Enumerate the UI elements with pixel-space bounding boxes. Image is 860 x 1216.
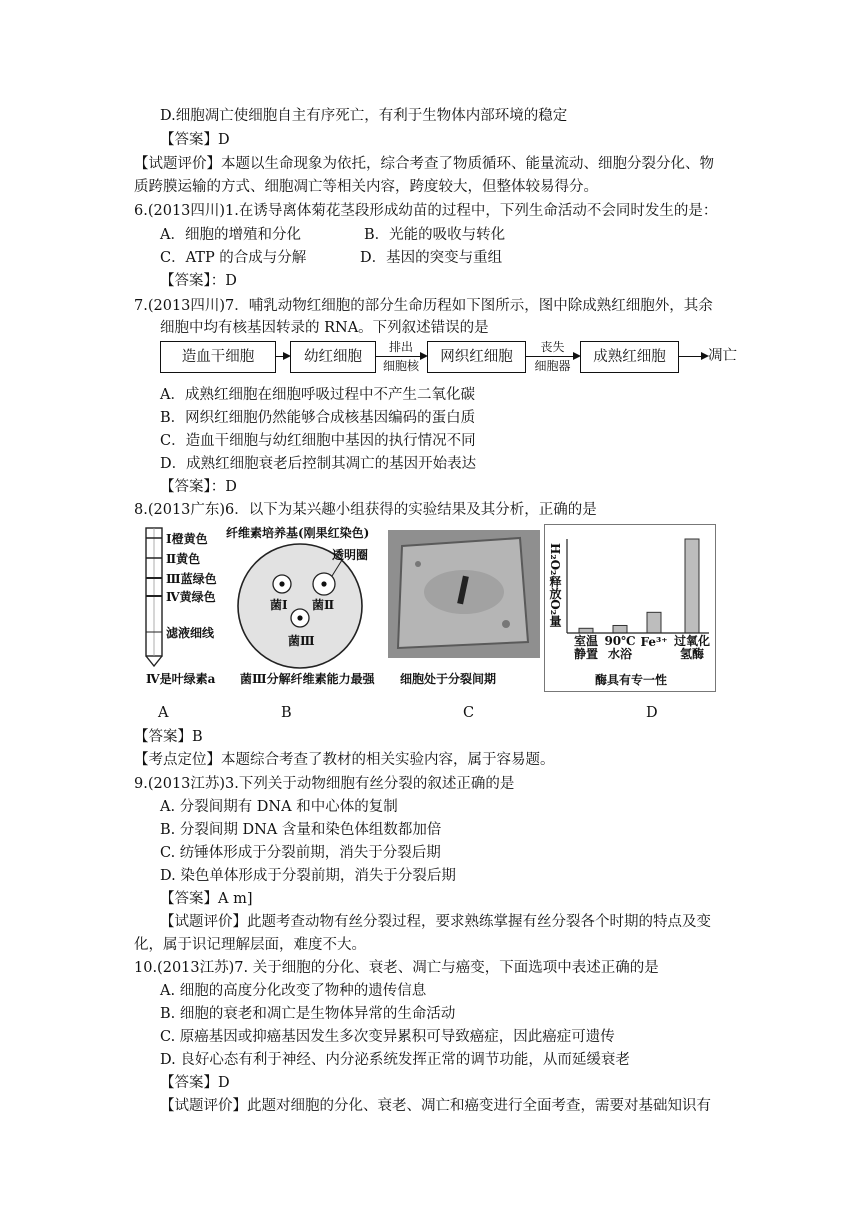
flow-arrow [679, 356, 707, 357]
bar-3 [685, 539, 699, 633]
arrow-label-top: 排出 [388, 340, 413, 354]
option-a: A．成熟红细胞在细胞呼吸过程中不产生二氧化碳 [160, 387, 475, 403]
option-b: B. 细胞的衰老和凋亡是生物体异常的生命活动 [160, 1006, 456, 1022]
dish-title: 纤维素培养基(刚果红染色) [226, 526, 370, 540]
figure-d-caption: 酶具有专一性 [595, 673, 668, 687]
band-label: Ⅲ蓝绿色 [166, 572, 217, 586]
question-7-cont: 细胞中均有核基因转录的 RNA。下列叙述错误的是 [160, 320, 489, 336]
line-label: 滤液细线 [166, 626, 215, 640]
option-a: A. 细胞的高度分化改变了物种的遗传信息 [160, 983, 427, 999]
answer-line: 【答案】：D [160, 479, 237, 495]
cell-micrograph-icon [388, 524, 540, 692]
option-d: D．成熟红细胞衰老后控制其凋亡的基因开始表达 [160, 456, 477, 472]
option-d: D. 染色单体形成于分裂前期，消失于分裂后期 [160, 868, 456, 884]
option-b: B．光能的吸收与转化 [364, 227, 506, 243]
enzyme-bar-chart [545, 525, 716, 692]
figure-c-micrograph [388, 524, 540, 692]
figure-letter: D [646, 705, 658, 721]
comment-line: 质跨膜运输的方式、细胞凋亡等相关内容，跨度较大，但整体较易得分。 [134, 179, 598, 195]
arrow-label-bottom: 细胞核 [382, 359, 419, 373]
answer-line: 【答案】B [134, 729, 203, 745]
option-c: C. 纺锤体形成于分裂前期，消失于分裂后期 [160, 845, 441, 861]
figure-letter: A [158, 705, 169, 721]
colony-label: 菌Ⅲ [288, 634, 315, 648]
band-label: Ⅱ黄色 [166, 552, 201, 566]
answer-line: 【答案】A m] [160, 891, 253, 907]
option-a: A．细胞的增殖和分化 [160, 227, 301, 243]
flow-arrow [526, 356, 579, 357]
comment-line: 化，属于识记理解层面，难度不大。 [134, 937, 366, 953]
question-7: 7.(2013四川)7．哺乳动物红细胞的部分生命历程如下图所示，图中除成熟红细胞外，其余 [134, 298, 713, 314]
arrow-label-top: 丧失 [540, 340, 565, 354]
colony-label: 菌Ⅱ [312, 598, 335, 612]
bar-2 [647, 612, 661, 633]
option-d: D．基因的突变与重组 [360, 250, 503, 266]
option-b: B. 分裂间期 DNA 含量和染色体组数都加倍 [160, 822, 442, 838]
option-d: D. 良好心态有利于神经、内分泌系统发挥正常的调节功能，从而延缓衰老 [160, 1052, 630, 1068]
figure-b-petri-dish [226, 524, 376, 692]
tick-label: 90℃水浴 [604, 634, 636, 661]
colony-label: 菌Ⅰ [270, 598, 288, 612]
option-c: C．造血干细胞与幼红细胞中基因的执行情况不同 [160, 433, 476, 449]
band-label: Ⅰ橙黄色 [166, 532, 208, 546]
answer-line: 【答案】：D [160, 273, 237, 289]
flow-end-label: 凋亡 [708, 348, 737, 364]
comment-line: 【试题评价】本题以生命现象为依托，综合考查了物质循环、能量流动、细胞分裂分化、物 [134, 156, 714, 172]
flow-arrow [276, 356, 289, 357]
flow-box-mature-rbc: 成熟红细胞 [580, 341, 679, 373]
figure-d-bar-chart [544, 524, 716, 692]
figure-letter: C [463, 705, 475, 721]
arrow-label-bottom: 细胞器 [534, 359, 571, 373]
text-line: D.细胞凋亡使细胞自主有序死亡，有利于生物体内部环境的稳定 [160, 108, 568, 124]
flow-box-erythroblast: 幼红细胞 [290, 341, 376, 373]
flow-box-hsc: 造血干细胞 [160, 341, 276, 373]
comment-line: 【考点定位】本题综合考查了教材的相关实验内容，属于容易题。 [134, 752, 555, 768]
bar-0 [579, 628, 593, 633]
option-a: A. 分裂间期有 DNA 和中心体的复制 [160, 799, 398, 815]
flow-arrow [376, 356, 426, 357]
bar-1 [613, 625, 627, 633]
bars-layer [579, 539, 699, 633]
comment-line: 【试题评价】此题考查动物有丝分裂过程，要求熟练掌握有丝分裂各个时期的特点及变 [160, 914, 711, 930]
band-label: Ⅳ黄绿色 [166, 590, 216, 604]
question-10: 10.(2013江苏)7. 关于细胞的分化、衰老、凋亡与癌变，下面选项中表述正确的是 [134, 960, 659, 976]
tick-label: Fe³⁺ [640, 635, 668, 649]
figure-c-caption: 细胞处于分裂间期 [400, 672, 497, 686]
tick-label: 室温静置 [573, 634, 598, 661]
question-6: 6.(2013四川)1.在诱导离体菊花茎段形成幼苗的过程中，下列生命活动不会同时发生的是： [134, 203, 718, 219]
question-8: 8.(2013广东)6．以下为某兴趣小组获得的实验结果及其分析，正确的是 [134, 502, 597, 518]
question-9: 9.(2013江苏)3.下列关于动物细胞有丝分裂的叙述正确的是 [134, 776, 515, 792]
figure-letter: B [281, 705, 292, 721]
chart-ylabel: H₂O₂释放O₂量 [548, 543, 562, 628]
option-c: C. 原癌基因或抑癌基因发生多次变异累积可导致癌症，因此癌症可遗传 [160, 1029, 615, 1045]
figure-a-caption: Ⅳ是叶绿素a [146, 672, 216, 686]
ring-label: 透明圈 [332, 548, 369, 562]
comment-line: 【试题评价】此题对细胞的分化、衰老、凋亡和癌变进行全面考查，需要对基础知识有 [160, 1098, 711, 1114]
flow-box-reticulocyte: 网织红细胞 [427, 341, 526, 373]
figure-b-caption: 菌Ⅲ分解纤维素能力最强 [240, 672, 375, 686]
tick-label: 过氧化氢酶 [673, 634, 710, 661]
answer-line: 【答案】D [160, 132, 230, 148]
answer-line: 【答案】D [160, 1075, 230, 1091]
option-b: B．网织红细胞仍然能够合成核基因编码的蛋白质 [160, 410, 476, 426]
option-c: C．ATP 的合成与分解 [160, 250, 307, 266]
